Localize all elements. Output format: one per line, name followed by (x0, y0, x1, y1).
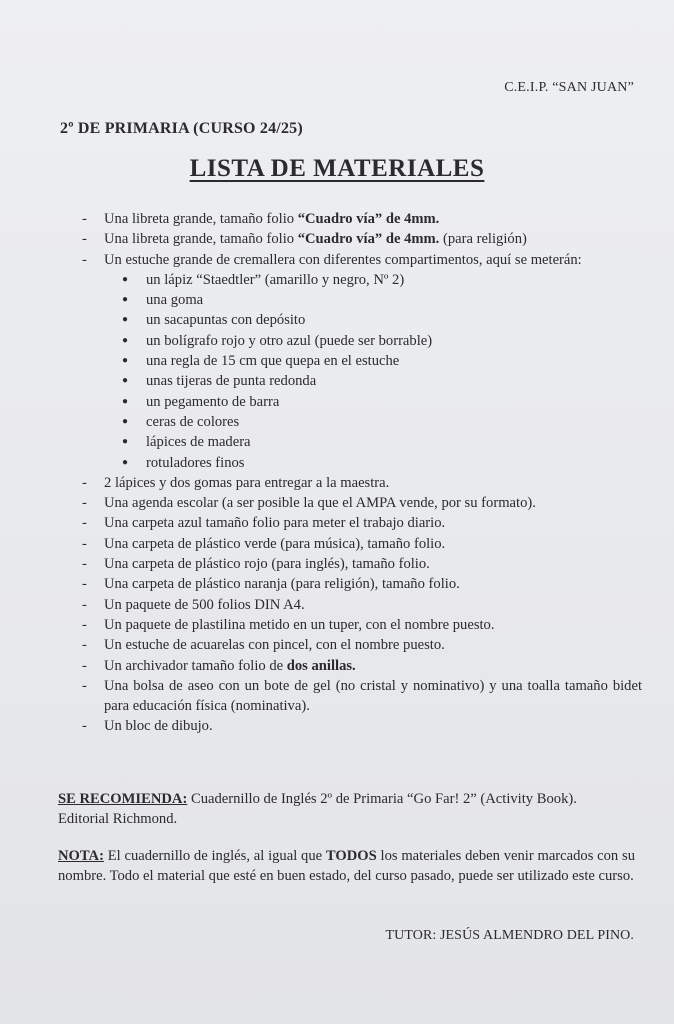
dash-marker: - (82, 495, 87, 512)
dash-marker: - (82, 718, 87, 735)
dash-marker: - (82, 556, 87, 573)
sublist-item-text: lápices de madera (146, 434, 251, 451)
item-text-tail: (para religión) (439, 231, 527, 248)
dash-marker: - (82, 637, 87, 654)
school-name: C.E.I.P. “SAN JUAN” (504, 80, 634, 95)
sublist-item (122, 331, 642, 351)
dash-marker: - (82, 211, 87, 227)
item-text: Una agenda escolar (a ser posible la que el AMPA vende, por su formato). (104, 495, 536, 512)
note-text-tail: los materiales deben venir marcados con su nombre. Todo el material que esté en buen estado, del curso pasado, puede ser utilizado este curso. (58, 848, 635, 884)
item-bold-text: “Cuadro vía” de 4mm. (297, 231, 440, 248)
bullet-icon: ● (122, 294, 129, 306)
bullet-icon: ● (122, 415, 129, 427)
dash-marker: - (82, 657, 87, 674)
sublist-item-text: un pegamento de barra (146, 393, 280, 410)
dash-marker: - (82, 596, 87, 613)
item-text: Un archivador tamaño folio de (104, 657, 287, 674)
list-item (82, 534, 642, 554)
sublist-item-text: una regla de 15 cm que quepa en el estuche (146, 353, 400, 370)
item-bold-text: “Cuadro vía” de 4mm. (297, 211, 440, 227)
list-item (82, 250, 642, 270)
list-item (82, 615, 642, 635)
bullet-icon: ● (122, 395, 129, 407)
note-label: NOTA: (58, 848, 104, 864)
sublist-item (122, 290, 642, 310)
tutor-signature: TUTOR: JESÚS ALMENDRO DEL PINO. (385, 928, 634, 943)
item-text: Una carpeta de plástico naranja (para religión), tamaño folio. (104, 576, 460, 593)
recommendation-label: SE RECOMIENDA: (58, 791, 188, 807)
sublist-item (122, 453, 642, 473)
sublist-item (122, 270, 642, 290)
sublist-item-text: ceras de colores (146, 413, 240, 430)
course-heading: 2º DE PRIMARIA (CURSO 24/25) (60, 120, 303, 137)
item-text: Un bloc de dibujo. (104, 718, 213, 735)
item-bold-text: dos anillas. (286, 657, 356, 674)
sublist-item (122, 310, 642, 330)
list-item (82, 493, 642, 513)
recommendation (58, 789, 598, 829)
item-text: Una carpeta de plástico verde (para música), tamaño folio. (104, 535, 446, 552)
dash-marker: - (82, 677, 87, 694)
list-item (82, 229, 642, 249)
sublist-item (122, 392, 642, 412)
item-text: Un paquete de 500 folios DIN A4. (104, 596, 305, 613)
list-item (82, 574, 642, 594)
dash-marker: - (82, 616, 87, 633)
dash-marker: - (82, 515, 87, 532)
sublist-item-text: un sacapuntas con depósito (146, 312, 306, 329)
note (58, 846, 635, 886)
note-text: El cuadernillo de inglés, al igual que (103, 848, 326, 864)
bullet-icon: ● (122, 334, 129, 346)
sublist-item (122, 351, 642, 371)
sublist-item-text: unas tijeras de punta redonda (146, 373, 317, 390)
list-item (82, 473, 642, 493)
bullet-icon: ● (122, 314, 129, 326)
item-text: Un paquete de plastilina metido en un tuper, con el nombre puesto. (104, 616, 495, 633)
recommendation-text: Cuadernillo de Inglés 2º de Primaria “Go Far! 2” (Activity Book). Editorial Richmond. (58, 791, 577, 827)
sublist-item-text: una goma (146, 292, 204, 309)
estuche-sublist (122, 270, 642, 473)
item-text: 2 lápices y dos gomas para entregar a la maestra. (104, 474, 390, 491)
sublist-item-text: rotuladores finos (146, 454, 245, 471)
sublist-item (122, 432, 642, 452)
item-text: Una libreta grande, tamaño folio (104, 211, 298, 227)
item-text: Una carpeta azul tamaño folio para meter el trabajo diario. (104, 515, 446, 532)
bullet-icon: ● (122, 375, 129, 387)
list-item (82, 676, 642, 717)
bullet-icon: ● (122, 355, 129, 367)
list-item (82, 716, 642, 736)
bullet-icon: ● (122, 436, 129, 448)
dash-marker: - (82, 251, 87, 268)
item-text: Un estuche de acuarelas con pincel, con el nombre puesto. (104, 637, 445, 654)
materials-list (82, 209, 642, 737)
dash-marker: - (82, 231, 87, 248)
dash-marker: - (82, 535, 87, 552)
sublist-item-text: un lápiz “Staedtler” (amarillo y negro, Nº 2) (146, 271, 405, 288)
list-item (82, 554, 642, 574)
list-item (82, 513, 642, 533)
note-bold-text: TODOS (325, 848, 377, 864)
sublist-item-text: un bolígrafo rojo y otro azul (puede ser borrable) (146, 332, 433, 349)
list-item (82, 656, 642, 676)
bullet-icon: ● (122, 456, 129, 468)
list-item (82, 635, 642, 655)
list-item (82, 209, 642, 229)
dash-marker: - (82, 474, 87, 491)
list-item (82, 595, 642, 615)
bullet-icon: ● (122, 273, 129, 285)
sublist-item (122, 412, 642, 432)
dash-marker: - (82, 576, 87, 593)
item-text: Una carpeta de plástico rojo (para inglés), tamaño folio. (104, 556, 430, 573)
item-text: Una libreta grande, tamaño folio (104, 231, 298, 248)
item-text: Un estuche grande de cremallera con diferentes compartimentos, aquí se meterán: (104, 251, 582, 268)
sublist-item (122, 371, 642, 391)
item-text: Una bolsa de aseo con un bote de gel (no cristal y nominativo) y una toalla tamaño bidet para educación física (nominativa). (104, 677, 642, 715)
page-title: LISTA DE MATERIALES (189, 155, 485, 182)
